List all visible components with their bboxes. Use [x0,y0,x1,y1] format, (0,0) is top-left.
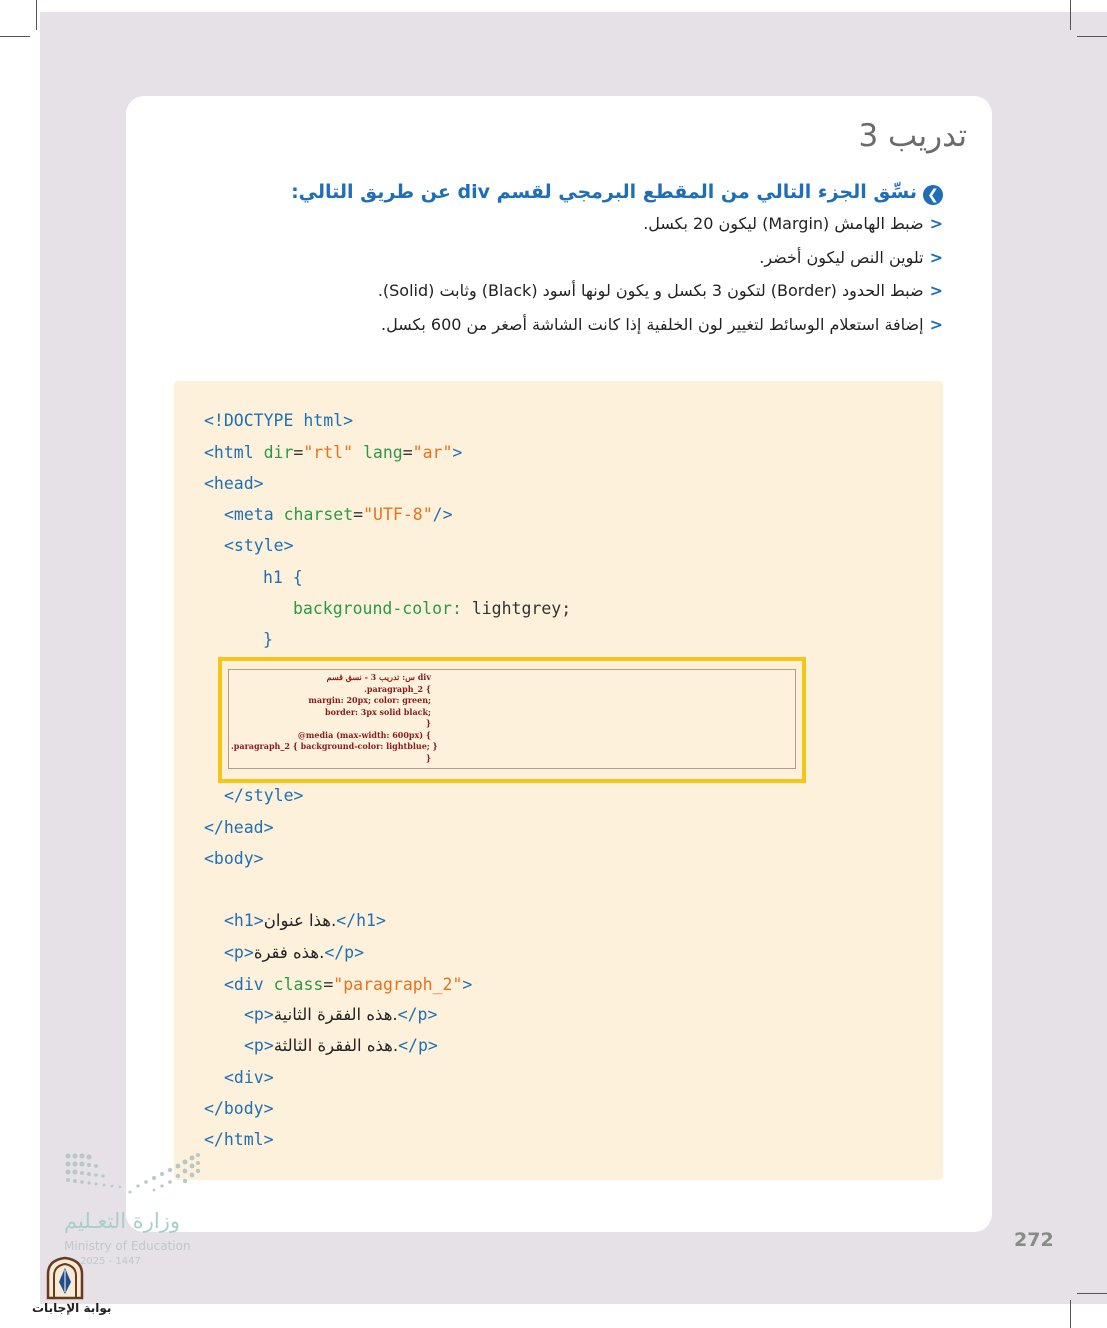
ministry-name-english: Ministry of Education [64,1239,191,1253]
ministry-name-arabic: وزارة التعـليم [64,1209,181,1233]
code-line: </html> [204,1130,274,1149]
answer-text: س: تدريب 3 - نسق قسم div .paragraph_2 { margin: 20px; color: green; border: 3px solid black; } @media (max-width: 600px) { .paragraph_2 { background-color: lightblue; } } [231,672,438,763]
code-line: background-color: lightgrey; [293,599,572,618]
ministry-logo-icon [64,1152,200,1198]
answer-highlight-box [218,657,806,783]
code-line: <meta charset="UTF-8"/> [224,505,453,524]
code-line: <style> [224,536,294,555]
page-number: 272 [1014,1229,1054,1251]
chevron-left-icon: < [929,314,943,334]
code-line: } [263,630,273,649]
crop-mark [1077,1293,1107,1294]
gate-label: بوابة الإجابات [32,1301,112,1315]
code-line: </body> [204,1099,274,1118]
exercise-title: تدريب 3 [858,118,967,154]
chevron-left-icon: < [929,214,943,233]
code-line: </style> [224,786,304,805]
gate-logo-icon [44,1256,86,1300]
crop-mark [36,0,37,30]
code-line: <body> [204,849,264,868]
list-item: <ضبط الحدود (Border) لتكون 3 بكسل و يكون لونها أسود (Black) وثابت (Solid). [377,281,943,300]
code-line: <head> [204,474,264,493]
code-line: <div> [224,1068,274,1087]
ministry-year: 2025 - 1447 [80,1256,141,1267]
crop-mark [0,36,30,37]
code-line: <p>هذه الفقرة الثانية.</p> [244,1005,438,1024]
chevron-left-icon: < [929,247,943,267]
code-line: <div class="paragraph_2"> [224,975,473,994]
code-line: <!DOCTYPE html> [204,411,354,430]
crop-mark [1070,1300,1071,1328]
instructions-list [243,214,943,348]
code-line: <html dir="rtl" lang="ar"> [204,443,463,462]
code-line: <p>هذه الفقرة الثالثة.</p> [244,1036,438,1055]
code-line: <h1>هذا عنوان.</h1> [224,911,386,930]
code-line: <p>هذه فقرة.</p> [224,943,365,962]
list-item: <تلوين النص ليكون أخضر. [759,247,943,267]
list-item: <إضافة استعلام الوسائط لتغيير لون الخلفية إذا كانت الشاشة أصغر من 600 بكسل. [381,314,943,334]
exercise-heading: نسِّق الجزء التالي من المقطع البرمجي لقسم div عن طريق التالي: [291,181,917,203]
chevron-left-icon: ❮ [923,185,943,205]
handwritten-answer [228,669,796,769]
code-line: h1 { [263,568,303,587]
crop-mark [1077,36,1107,37]
code-line: </head> [204,818,274,837]
chevron-left-icon: < [929,281,943,300]
list-item: <ضبط الهامش (Margin) ليكون 20 بكسل. [643,214,943,233]
crop-mark [1070,0,1071,30]
